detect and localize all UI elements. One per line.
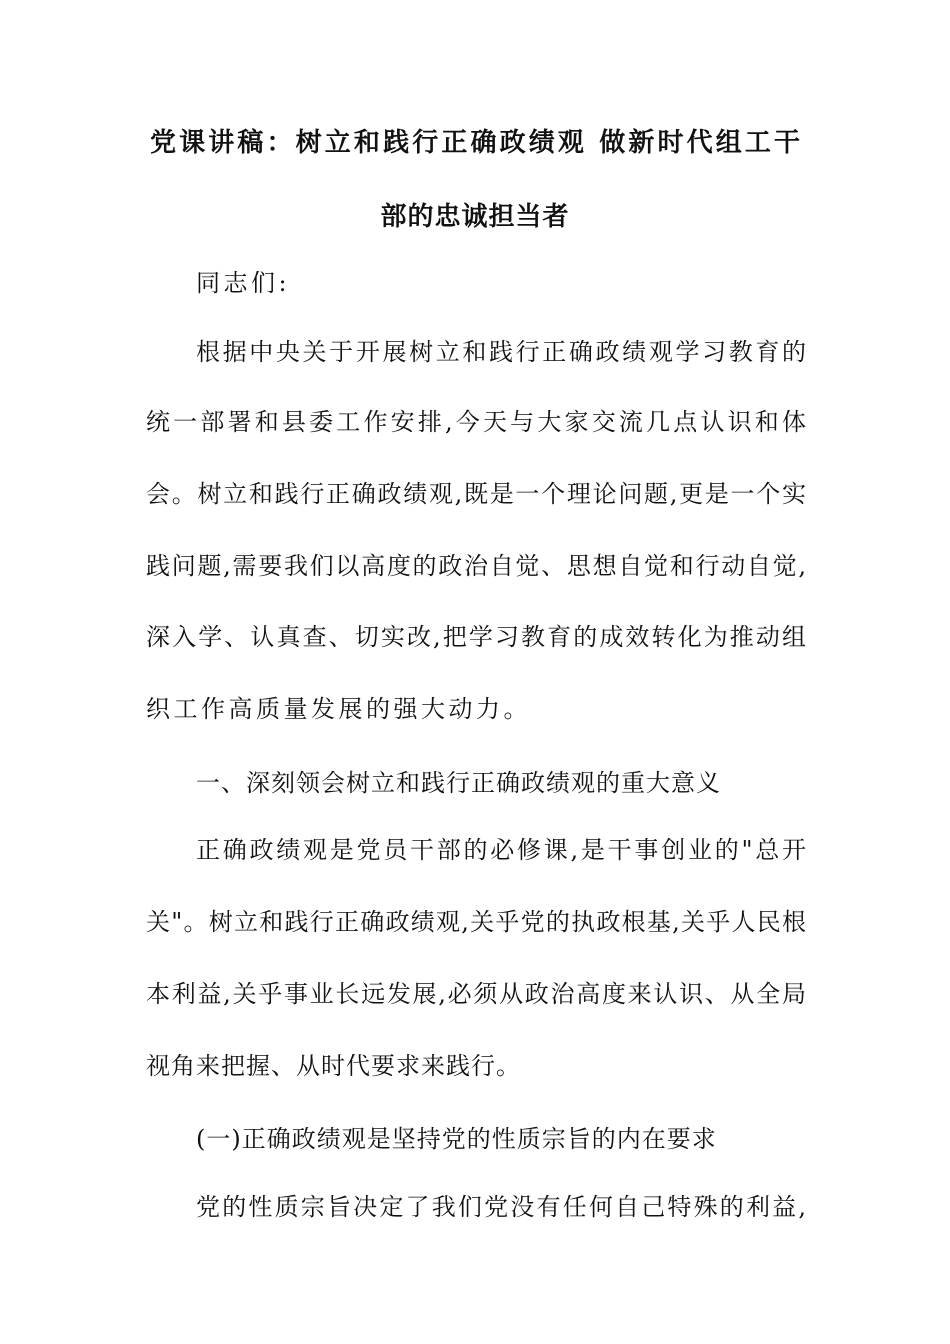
paragraph-line: 践问题,需要我们以高度的政治自觉、思想自觉和行动自觉, xyxy=(146,552,806,580)
salutation: 同志们: xyxy=(196,269,291,297)
paragraph-line: 本利益,关乎事业长远发展,必须从政治高度来认识、从全局 xyxy=(146,980,806,1008)
document-title-line-2: 部的忠诚担当者 xyxy=(380,202,570,232)
subsection-heading: (一)正确政绩观是坚持党的性质宗旨的内在要求 xyxy=(196,1125,717,1153)
paragraph-line: 会。树立和践行正确政绩观,既是一个理论问题,更是一个实 xyxy=(146,480,806,508)
paragraph-line: 统一部署和县委工作安排,今天与大家交流几点认识和体 xyxy=(146,408,806,436)
paragraph-line: 视角来把握、从时代要求来践行。 xyxy=(146,1052,521,1080)
paragraph-line: 根据中央关于开展树立和践行正确政绩观学习教育的 xyxy=(196,338,806,366)
paragraph-line: 深入学、认真查、切实改,把学习教育的成效转化为推动组 xyxy=(146,623,806,651)
paragraph-line: 关"。树立和践行正确政绩观,关乎党的执政根基,关乎人民根 xyxy=(146,908,806,936)
paragraph-line: 党的性质宗旨决定了我们党没有任何自己特殊的利益, xyxy=(196,1193,806,1221)
paragraph-line: 织工作高质量发展的强大动力。 xyxy=(146,695,531,723)
document-title-line-1: 党课讲稿：树立和践行正确政绩观 做新时代组工干 xyxy=(150,128,800,158)
paragraph-line: 正确政绩观是党员干部的必修课,是干事创业的"总开 xyxy=(196,836,806,864)
section-heading: 一、深刻领会树立和践行正确政绩观的重大意义 xyxy=(196,769,721,797)
